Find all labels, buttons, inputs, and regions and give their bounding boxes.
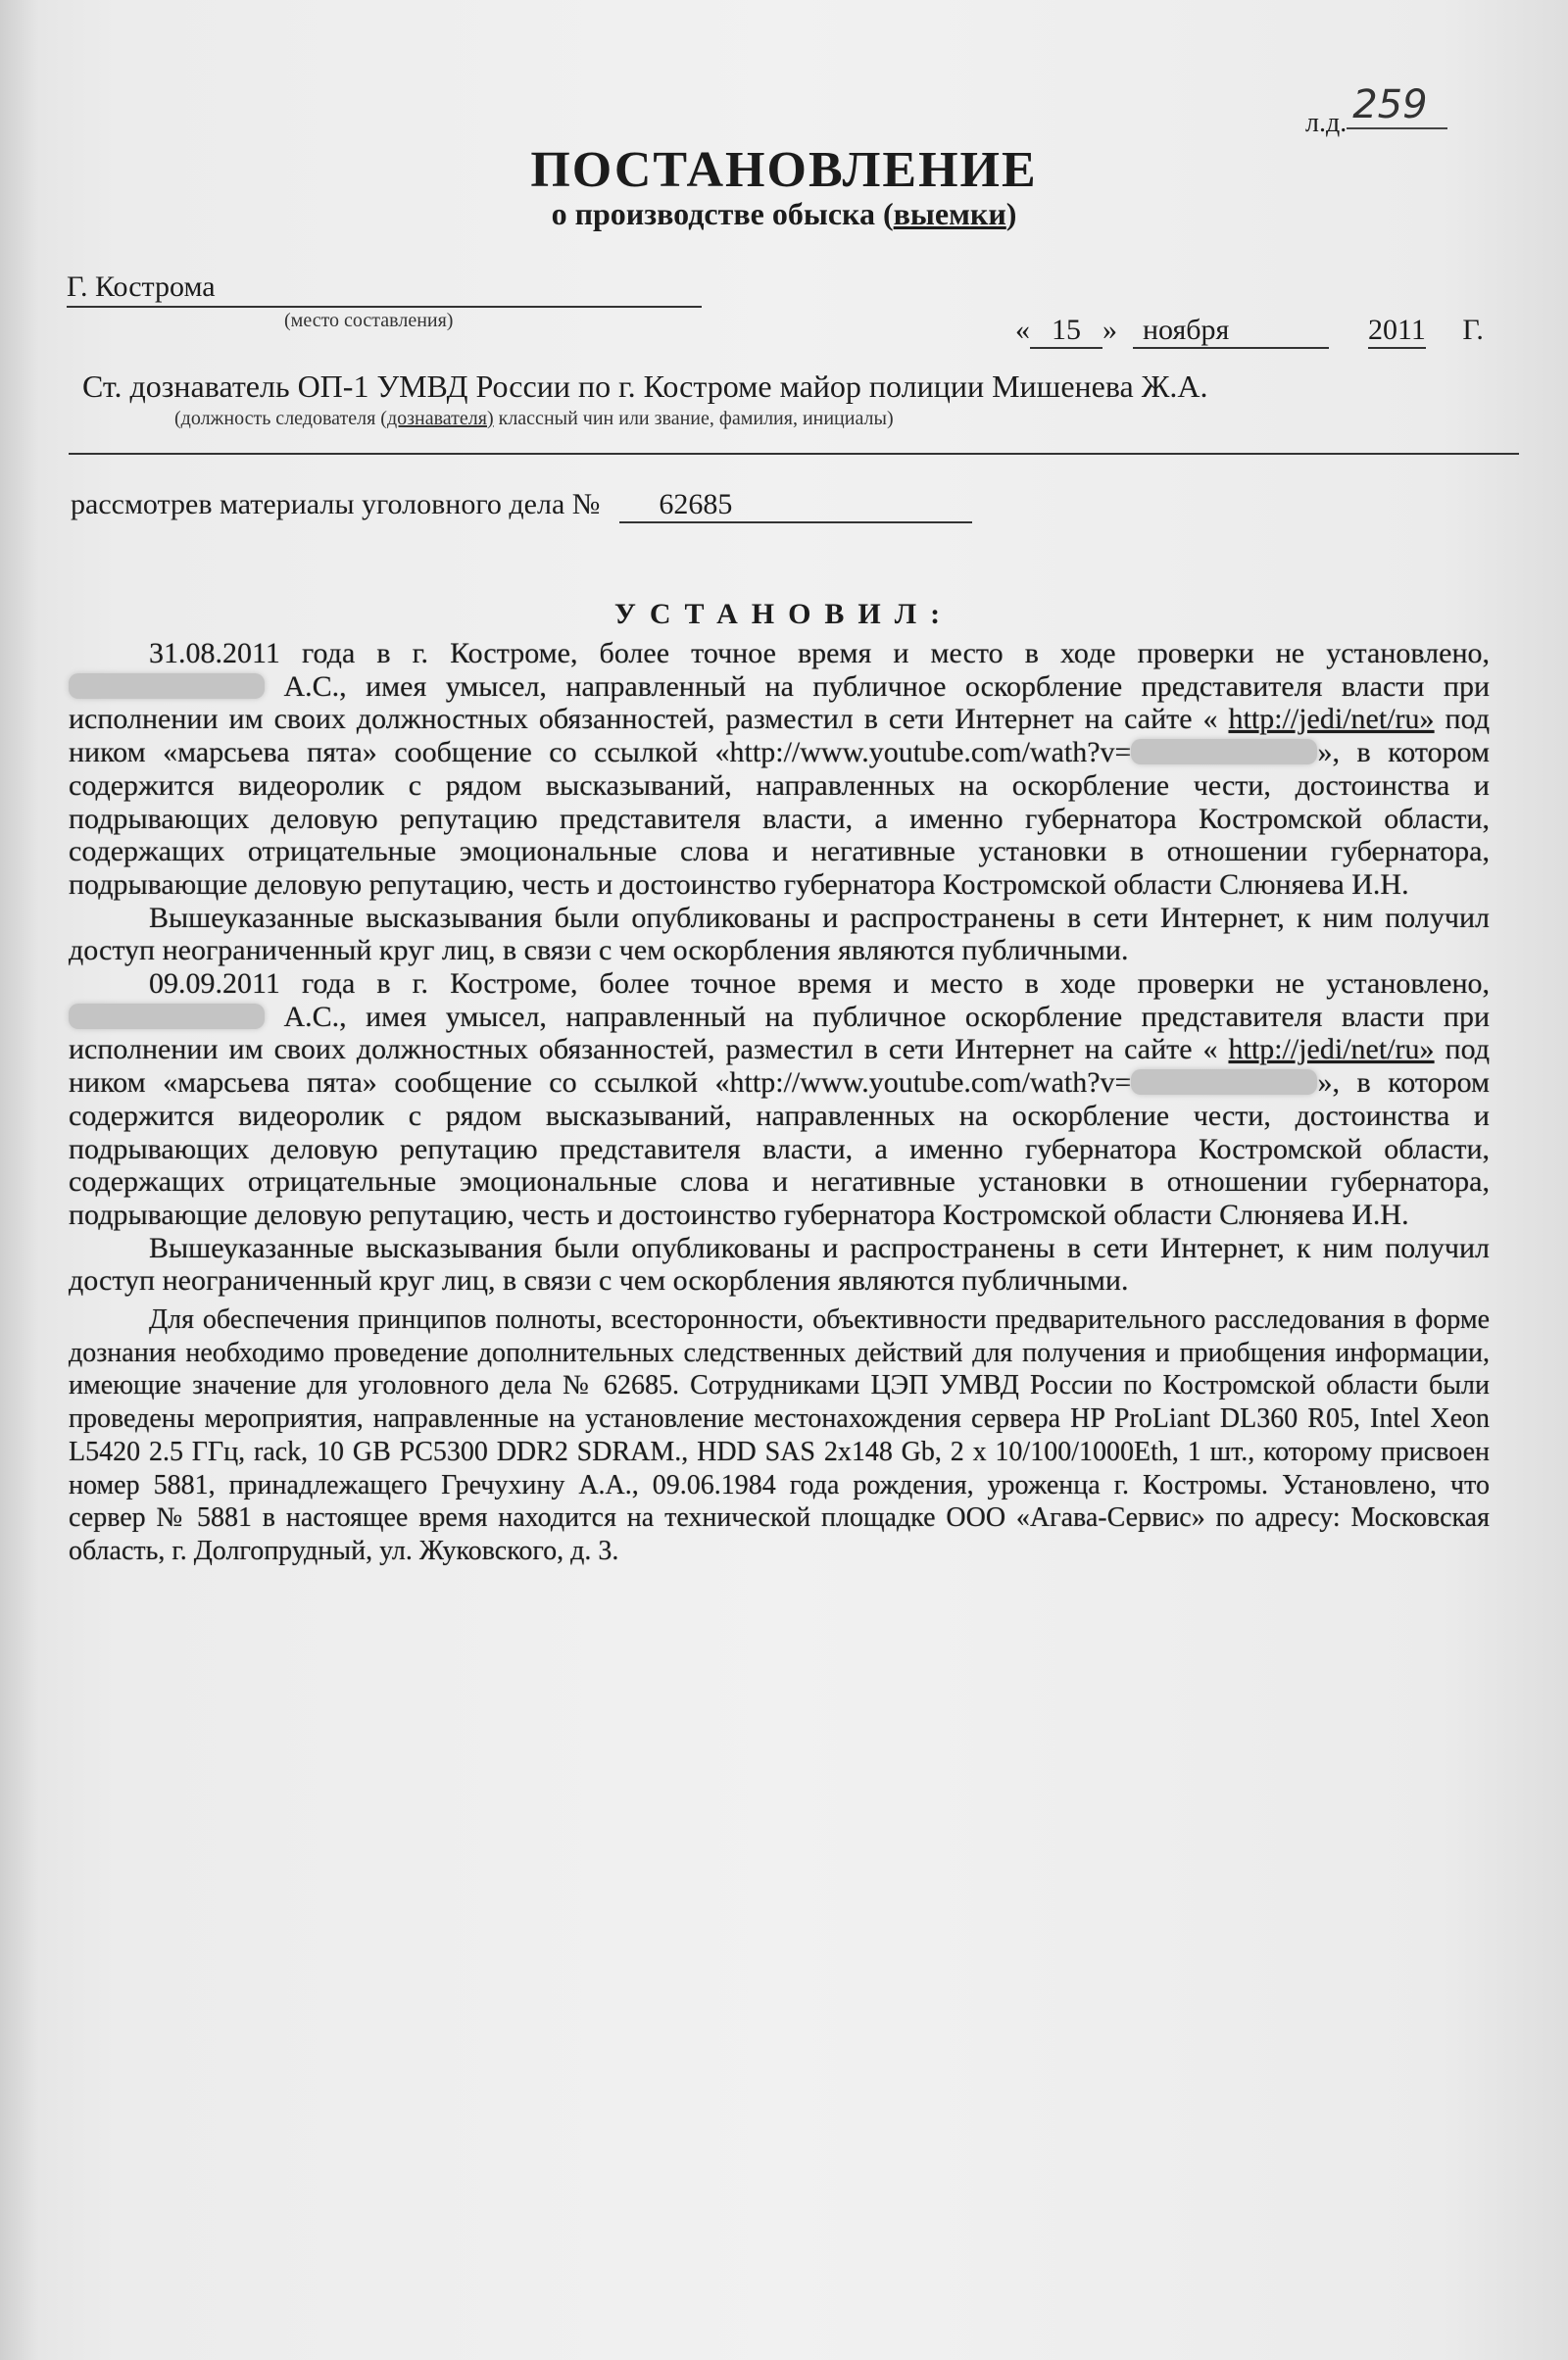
official-caption-underlined: дознавателя) (386, 408, 494, 429)
paragraph-5: Для обеспечения принципов полноты, всесторонности, объективности предварительного расследования в форме дознания необходимо проведение дополнительных следственных действий для получения и приобщения информации, имеющие значение для уголовного дела № 62685. Сотрудниками ЦЭП УМВД России по Костромской области были проведены мероприятия, направленные на установление местонахождения сервера HP ProLiant DL360 R05, Intel Xeon L5420 2.5 ГГц, rack, 10 GB PC5300 DDR2 SDRAM., HDD SAS 2x148 Gb, 2 x 10/100/1000Eth, 1 шт., которому присвоен номер 5881, принадлежащего Гречухину А.А., 09.06.1984 года рождения, уроженца г. Костромы. Установлено, что сервер № 5881 в настоящее время находится на технической площадке ООО «Агава-Сервис» по адресу: Московская область, г. Долгопрудный, ул. Жуковского, д. 3. (69, 1304, 1490, 1566)
official-caption (174, 408, 894, 430)
place-underline (67, 306, 702, 308)
redaction-mask (69, 1004, 265, 1029)
document-body (69, 637, 1490, 1568)
official-caption-suffix: классный чин или звание, фамилия, инициалы) (493, 408, 894, 429)
place-value: Г. Кострома (67, 270, 216, 303)
case-number-line (71, 488, 972, 523)
official-underline (69, 453, 1519, 455)
document-title: ПОСТАНОВЛЕНИЕ (530, 142, 1038, 198)
subtitle-prefix: о производстве обыска ( (551, 196, 894, 231)
redaction-mask (1131, 1069, 1317, 1095)
date-month: ноября (1133, 314, 1329, 349)
official-caption-prefix: (должность следователя ( (174, 408, 387, 429)
paragraph-4: Вышеуказанные высказывания были опубликованы и распространены в сети Интернет, к ним получил доступ неограниченный круг лиц, в связи с чем оскорбления являются публичными. (69, 1231, 1490, 1298)
place-caption: (место составления) (284, 310, 454, 331)
date-suffix: Г. (1462, 314, 1484, 346)
case-page-number (1305, 82, 1447, 141)
subtitle-underlined: выемки (893, 196, 1006, 231)
case-page-number-value: 259 (1347, 82, 1446, 129)
case-label: рассмотрев материалы уголовного дела № (71, 488, 601, 520)
paragraph-3: 09.09.2011 года в г. Костроме, более точное время и место в ходе проверки не установлено, А.С., имея умысел, направленный на публичное оскорбление представителя власти при исполнении им своих должностных обязанностей, разместил в сети Интернет на сайте « http://jedi/net/ru» под ником «марсьева пята» сообщение со ссылкой «http://www.youtube.com/wath?v= », в котором содержится видеоролик с рядом высказываний, направленных на оскорбление чести, достоинства и подрывающих деловую репутацию представителя власти, а именно губернатора Костромской области, содержащих отрицательные эмоциональные слова и негативные установки в отношении губернатора, подрывающие деловую репутацию, честь и достоинство губернатора Костромской области Слюняева И.Н. (69, 967, 1491, 1231)
site-link: http://jedi/net/ru» (1228, 703, 1435, 736)
section-heading: УСТАНОВИЛ: (613, 598, 955, 630)
redaction-mask (69, 673, 265, 699)
document-subtitle (0, 196, 1568, 232)
paragraph-2: Вышеуказанные высказывания были опубликованы и распространены в сети Интернет, к ним получил доступ неограниченный круг лиц, в связи с чем оскорбления являются публичными. (69, 901, 1490, 967)
redaction-mask (1131, 739, 1317, 764)
case-page-label: л.д. (1305, 108, 1348, 138)
document-date: « 15 » ноября 2011 Г. (1015, 314, 1484, 349)
subtitle-suffix: ) (1005, 196, 1017, 231)
date-year: 2011 (1368, 314, 1426, 349)
paragraph-1: 31.08.2011 года в г. Костроме, более точное время и место в ходе проверки не установлено, А.С., имея умысел, направленный на публичное оскорбление представителя власти при исполнении им своих должностных обязанностей, разместил в сети Интернет на сайте « http://jedi/net/ru» под ником «марсьева пята» сообщение со ссылкой «http://www.youtube.com/wath?v= », в котором содержится видеоролик с рядом высказываний, направленных на оскорбление чести, достоинства и подрывающих деловую репутацию представителя власти, а именно губернатора Костромской области, содержащих отрицательные эмоциональные слова и негативные установки в отношении губернатора, подрывающие деловую репутацию, честь и достоинство губернатора Костромской области Слюняева И.Н. (69, 637, 1491, 901)
case-number: 62685 (619, 488, 972, 523)
site-link: http://jedi/net/ru» (1228, 1033, 1435, 1066)
date-day: 15 (1030, 314, 1102, 349)
official-value: Ст. дознаватель ОП-1 УМВД России по г. Костроме майор полиции Мишенева Ж.А. (82, 369, 1208, 404)
